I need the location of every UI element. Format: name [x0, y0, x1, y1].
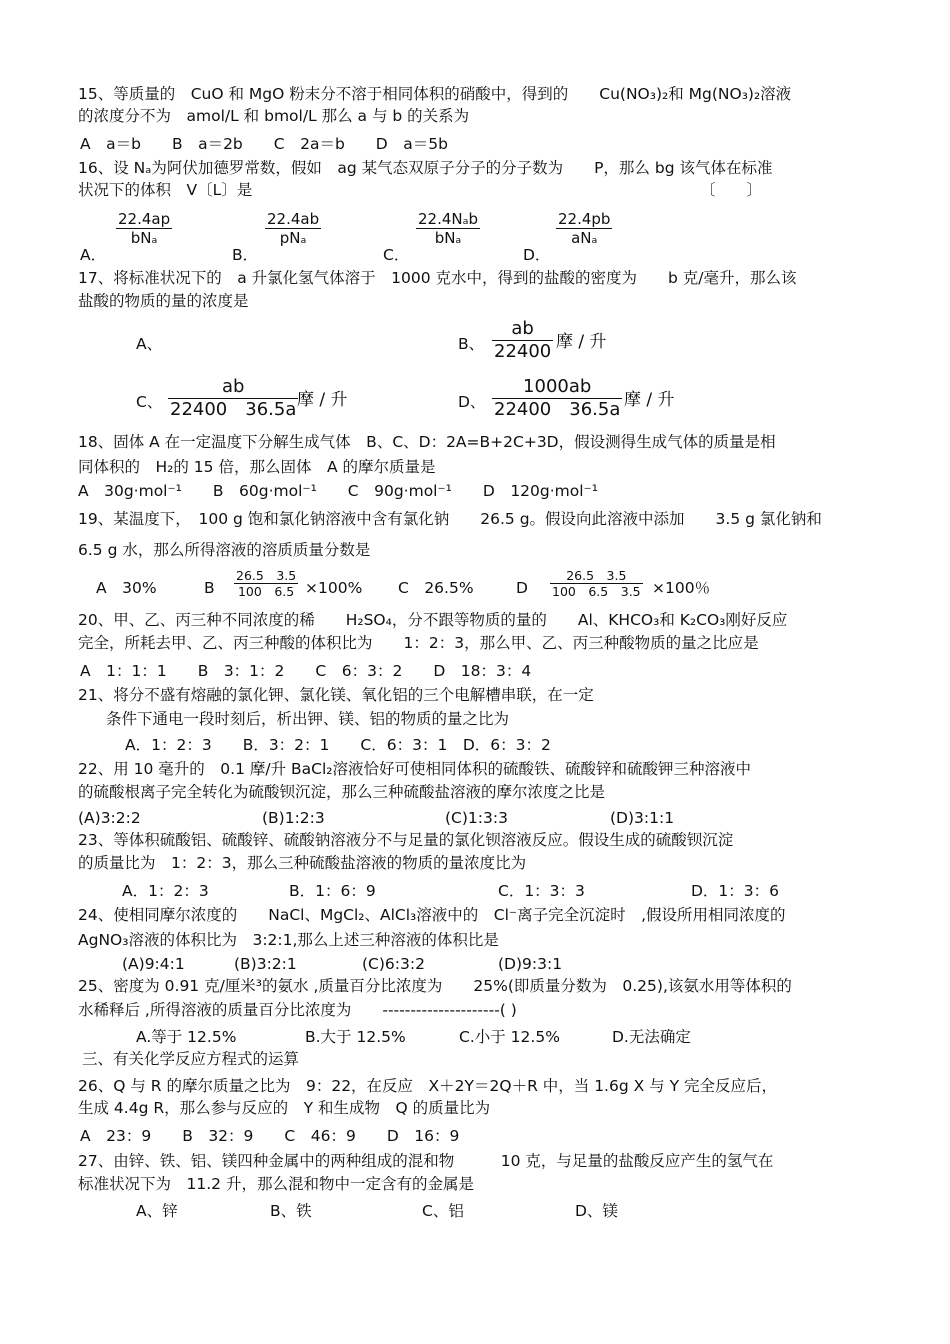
- q21-options: A．1：2：3 B．3：2：1 C．6：3：1 D．6：3：2: [125, 736, 551, 754]
- q16-option-b-letter: B．: [232, 246, 259, 264]
- q16-option-d-numerator: 22.4pb: [558, 210, 611, 228]
- q27-option-b: B、铁: [270, 1202, 312, 1220]
- q16-option-c-fraction: [416, 210, 480, 247]
- q20-line1: 20、甲、乙、丙三种不同浓度的稀 H₂SO₄，分不跟等物质的量的 Al、KHCO₃和 K₂CO₃刚好反应: [78, 611, 788, 629]
- q25-option-b: B.大于 12.5%: [305, 1028, 406, 1046]
- q17-option-c-denominator: 22400 36.5a: [170, 399, 297, 420]
- q16-option-a-fraction: [116, 210, 172, 247]
- q19-line1: 19、某温度下， 100 g 饱和氯化钠溶液中含有氯化钠 26.5 g。假设向此溶液中添加 3.5 g 氯化钠和: [78, 510, 822, 528]
- q16-option-b-denominator: pNₐ: [279, 229, 307, 247]
- q26-line1: 26、Q 与 R 的摩尔质量之比为 9：22，在反应 X＋2Y＝2Q＋R 中，当 1.6g X 与 Y 完全反应后，: [78, 1077, 777, 1095]
- q19-option-d-fraction: [550, 568, 643, 599]
- q17-option-c-numerator: ab: [168, 376, 298, 399]
- q19-option-d-letter: D: [516, 579, 528, 597]
- q16-option-d-denominator: aNₐ: [571, 229, 598, 247]
- q19-option-d-denominator: 100 6.5 3.5: [552, 584, 641, 599]
- q22-option-b: (B)1:2:3: [262, 809, 325, 827]
- q19-option-d-tail: ×100％: [652, 579, 711, 597]
- q16-option-a-letter: A．: [80, 246, 107, 264]
- q17-option-d-letter: D、: [458, 393, 486, 411]
- q16-option-d-letter: D．: [523, 246, 551, 264]
- q17-option-b-unit: 摩 / 升: [556, 332, 607, 352]
- q24-option-a: (A)9:4:1: [122, 955, 185, 973]
- q16-option-b-fraction: [265, 210, 321, 247]
- q17-option-d-numerator: 1000ab: [492, 376, 622, 399]
- q16-option-a-denominator: bNₐ: [130, 229, 158, 247]
- q19-option-b-numerator: 26.5 3.5: [236, 568, 297, 583]
- q19-option-a: A 30%: [96, 579, 157, 597]
- q27-option-a: A、锌: [136, 1202, 178, 1220]
- q19-option-b-letter: B: [204, 579, 215, 597]
- q22-option-d: (D)3:1:1: [610, 809, 675, 827]
- q21-line2: 条件下通电一段时刻后，析出钾、镁、铝的物质的量之比为: [106, 710, 510, 728]
- q15-line2: 的浓度分不为 amol/L 和 bmol/L 那么 a 与 b 的关系为: [78, 107, 470, 125]
- q17-option-b-letter: B、: [458, 335, 485, 353]
- q17-option-a: A、: [136, 335, 163, 353]
- q24-option-d: (D)9:3:1: [498, 955, 563, 973]
- q24-line1: 24、使相同摩尔浓度的 NaCl、MgCl₂、AlCl₃溶液中的 Cl⁻离子完全沉淀时 ,假设所用相同浓度的: [78, 906, 786, 924]
- q17-option-d-denominator: 22400 36.5a: [494, 399, 621, 420]
- q26-line2: 生成 4.4g R，那么参与反应的 Y 和生成物 Q 的质量比为: [78, 1099, 491, 1117]
- q16-option-a-numerator: 22.4ap: [118, 210, 171, 228]
- q20-options: A 1：1：1 B 3：1：2 C 6：3：2 D 18：3：4: [80, 662, 532, 680]
- section-heading: 三、有关化学反应方程式的运算: [82, 1050, 300, 1068]
- q15-line1: 15、等质量的 CuO 和 MgO 粉末分不溶于相同体积的硝酸中，得到的 Cu(NO₃)₂和 Mg(NO₃)₂溶液: [78, 85, 792, 103]
- q16-option-b-numerator: 22.4ab: [267, 210, 320, 228]
- q25-line1: 25、密度为 0.91 克/厘米³的氨水 ,质量百分比浓度为 25%(即质量分数为 0.25),该氨水用等体积的: [78, 977, 792, 995]
- q24-option-b: (B)3:2:1: [234, 955, 297, 973]
- q19-option-b-fraction: [234, 568, 298, 599]
- q16-line2: 状况下的体积 V〔L〕是: [78, 181, 253, 199]
- q16-line1: 16、设 Nₐ为阿伏加德罗常数，假如 ag 某气态双原子分子的分子数为 P，那么 bg 该气体在标准: [78, 159, 773, 177]
- q23-option-b: B．1：6：9: [289, 882, 376, 900]
- q16-option-d-fraction: [556, 210, 612, 247]
- q25-option-a: A.等于 12.5%: [136, 1028, 237, 1046]
- q19-option-c: C 26.5%: [398, 579, 474, 597]
- q17-option-d-unit: 摩 / 升: [624, 390, 675, 410]
- q23-option-d: D．1：3：6: [691, 882, 780, 900]
- q24-option-c: (C)6:3:2: [362, 955, 425, 973]
- q17-line2: 盐酸的物质的量的浓度是: [78, 292, 249, 310]
- q17-option-b-fraction: [492, 318, 553, 363]
- q22-line2: 的硫酸根离子完全转化为硫酸钡沉淀，那么三种硫酸盐溶液的摩尔浓度之比是: [78, 783, 606, 801]
- q17-option-c-fraction: [168, 376, 298, 421]
- q27-option-d: D、镁: [575, 1202, 618, 1220]
- q24-line2: AgNO₃溶液的体积比为 3:2:1,那么上述三种溶液的体积比是: [78, 931, 499, 949]
- q17-option-b-numerator: ab: [492, 318, 553, 341]
- q22-option-c: (C)1:3:3: [445, 809, 508, 827]
- q19-option-d-numerator: 26.5 3.5: [550, 568, 643, 584]
- q17-option-c-letter: C、: [136, 393, 163, 411]
- q27-line2: 标准状况下为 11.2 升，那么混和物中一定含有的金属是: [78, 1175, 474, 1193]
- q25-option-d: D.无法确定: [612, 1028, 691, 1046]
- q16-option-c-letter: C．: [383, 246, 410, 264]
- q23-line2: 的质量比为 1：2：3，那么三种硫酸盐溶液的物质的量浓度比为: [78, 854, 527, 872]
- q22-line1: 22、用 10 毫升的 0.1 摩/升 BaCl₂溶液恰好可使相同体积的硫酸铁、硫酸锌和硫酸钾三种溶液中: [78, 760, 752, 778]
- q18-line2: 同体积的 H₂的 15 倍，那么固体 A 的摩尔质量是: [78, 458, 436, 476]
- q17-option-d-fraction: [492, 376, 622, 421]
- q18-line1: 18、固体 A 在一定温度下分解生成气体 B、C、D：2A=B+2C+3D，假设测得生成气体的质量是相: [78, 433, 776, 451]
- q18-options: A 30g·mol⁻¹ B 60g·mol⁻¹ C 90g·mol⁻¹ D 120g·mol⁻¹: [78, 482, 598, 500]
- q27-option-c: C、铝: [422, 1202, 464, 1220]
- q19-line2: 6.5 g 水，那么所得溶液的溶质质量分数是: [78, 541, 371, 559]
- q15-options: A a＝b B a＝2b C 2a＝b D a＝5b: [80, 135, 448, 153]
- q23-option-a: A．1：2：3: [122, 882, 209, 900]
- q17-option-c-unit: 摩 / 升: [297, 390, 348, 410]
- q16-answer-bracket: 〔 〕: [700, 181, 763, 199]
- q17-line1: 17、将标准状况下的 a 升氯化氢气体溶于 1000 克水中，得到的盐酸的密度为 b 克/毫升，那么该: [78, 269, 797, 287]
- q21-line1: 21、将分不盛有熔融的氯化钾、氯化镁、氧化铝的三个电解槽串联，在一定: [78, 686, 594, 704]
- q16-option-c-numerator: 22.4Nₐb: [418, 210, 479, 228]
- q27-line1: 27、由锌、铁、铝、镁四种金属中的两种组成的混和物 10 克，与足量的盐酸反应产生的氢气在: [78, 1152, 774, 1170]
- q26-options: A 23：9 B 32：9 C 46：9 D 16：9: [80, 1127, 460, 1145]
- q23-line1: 23、等体积硫酸铝、硫酸锌、硫酸钠溶液分不与足量的氯化钡溶液反应。假设生成的硫酸钡沉淀: [78, 831, 734, 849]
- q19-option-b-denominator: 100 6.5: [237, 584, 295, 599]
- q19-option-b-tail: ×100%: [305, 579, 363, 597]
- q22-option-a: (A)3:2:2: [78, 809, 141, 827]
- q23-option-c: C．1：3：3: [498, 882, 585, 900]
- q17-option-b-denominator: 22400: [494, 341, 552, 362]
- q25-line2: 水稀释后 ,所得溶液的质量百分比浓度为 ---------------------( ): [78, 1001, 517, 1019]
- q16-option-c-denominator: bNₐ: [434, 229, 462, 247]
- q25-option-c: C.小于 12.5%: [459, 1028, 560, 1046]
- q20-line2: 完全，所耗去甲、乙、丙三种酸的体积比为 1：2：3，那么甲、乙、丙三种酸物质的量之比应是: [78, 634, 759, 652]
